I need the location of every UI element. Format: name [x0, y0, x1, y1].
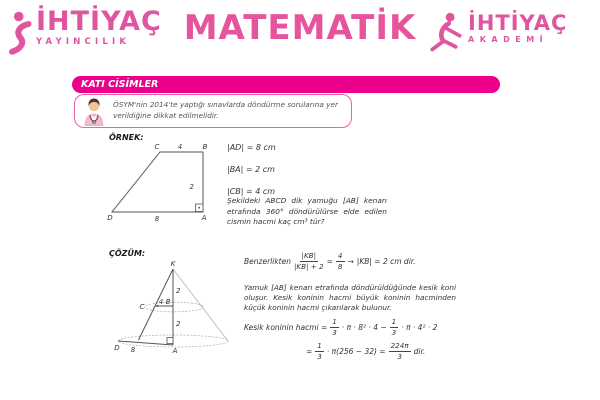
given-ba: |BA| = 2 cm [227, 165, 275, 174]
right-angle-mark [167, 338, 173, 344]
fraction-kb: $\frac{|KB|}{|KB| + 2}$ [293, 251, 324, 271]
segment-label-kb: 2 [176, 287, 181, 295]
equals-sign: = [306, 347, 313, 356]
given-values [227, 143, 276, 196]
vertex-label-a: A [201, 214, 207, 222]
example-label: ÖRNEK: [109, 133, 144, 142]
edge-label-top: 4 [177, 143, 183, 151]
volume-formula-line2 [306, 342, 456, 361]
solution-label: ÇÖZÜM: [109, 249, 146, 258]
equals-sign: = [326, 257, 333, 266]
fraction-one-third-2: $\frac{1}{3}$ [391, 317, 397, 337]
volume-formula-line1 [244, 318, 456, 337]
vertex-label-c: C [154, 143, 160, 151]
vertex-label-b: B [165, 298, 171, 306]
academy-logo-icon [424, 10, 468, 56]
vertex-label-c: C [139, 303, 145, 311]
similarity-line [244, 252, 456, 271]
section-banner: KATI CİSİMLER [72, 76, 500, 93]
doctor-icon [82, 97, 106, 126]
academy-logo-title: İHTİYAÇ [468, 11, 568, 35]
volume-prefix: Kesik koninin hacmi = [244, 323, 328, 332]
apex-label-k: K [170, 260, 176, 268]
radius-label-8: 8 [130, 346, 136, 354]
fraction-result: $\frac{224\pi}{3}$ [390, 341, 409, 361]
note-text: ÖSYM'nin 2014'te yaptığı sınavlarda döndürme sorularına yer verildiğine dikkat edilmelidir. [113, 100, 338, 120]
volume-suffix: · π · 4² · 2 [401, 323, 438, 332]
question-text: Şekildeki ABCD dik yamuğu [AB] kenarı etrafında 360° döndürülürse elde edilen cismin hacmi kaç cm³ tür? [227, 196, 387, 226]
similarity-result: |KB| = 2 cm dir. [356, 257, 416, 266]
radius-label-4: 4 [158, 298, 164, 306]
vertex-label-b: B [202, 143, 208, 151]
publisher-logo-title: İHTİYAÇ [36, 6, 162, 37]
fraction-one-third-3: $\frac{1}{3}$ [317, 341, 322, 361]
vertex-label-d: D [107, 214, 113, 222]
solution-paragraph: Yamuk [AB] kenarı etrafında döndürüldüğünde kesik koni oluşur. Kesik koninin hacmi büyük koninin hacminden küçük koninin hacmi çıkarılarak bulunur. [244, 283, 456, 312]
edge-label-right: 2 [189, 183, 194, 191]
fraction-48: $\frac{4}{8}$ [337, 251, 343, 271]
trapezoid-diagram [106, 141, 210, 223]
academy-logo [424, 10, 567, 56]
page-title: MATEMATİK [183, 8, 417, 48]
segment-label-ba: 2 [176, 320, 181, 328]
arrow-icon: → [347, 257, 354, 266]
vertex-label-d: D [114, 344, 120, 352]
vertex-label-a: A [172, 347, 178, 355]
publisher-logo-subtitle: YAYINCILIK [36, 37, 131, 47]
similarity-prefix: Benzerlikten [244, 257, 291, 266]
solution-column [244, 252, 456, 361]
note-box [74, 94, 352, 128]
result-suffix: dir. [413, 347, 426, 356]
given-cb: |CB| = 4 cm [227, 187, 276, 196]
fraction-one-third: $\frac{1}{3}$ [332, 317, 337, 337]
given-ad: |AD| = 8 cm [227, 143, 276, 152]
result-mid: · π(256 − 32) = [326, 347, 386, 356]
academy-logo-subtitle: AKADEMİ [468, 35, 549, 44]
volume-mid: · π · 8² · 4 − [341, 323, 387, 332]
cone-right-edge [173, 269, 228, 341]
cone-diagram [113, 260, 233, 358]
edge-label-bottom: 8 [154, 215, 160, 223]
